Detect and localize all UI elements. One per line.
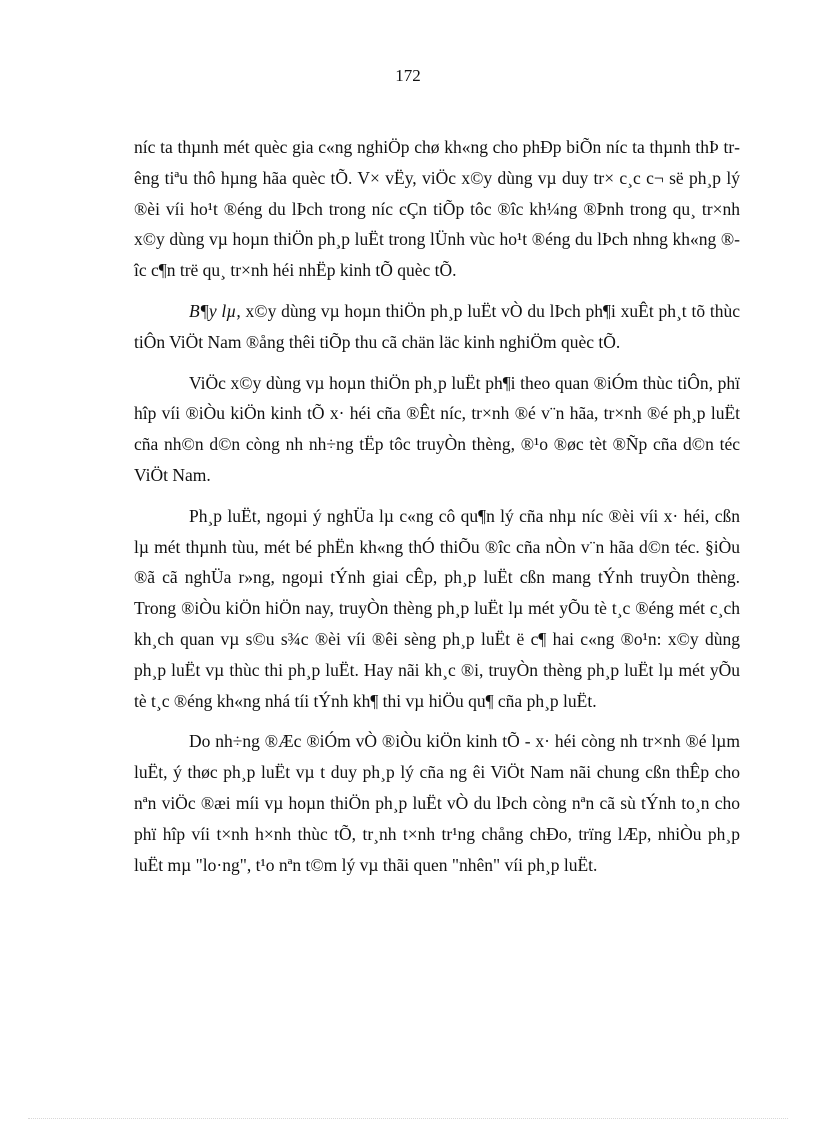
paragraph-2 <box>134 296 740 358</box>
paragraph-1 <box>134 132 740 286</box>
page-number: 172 <box>395 66 421 85</box>
paragraph-text: ViÖc x©y dùng vµ hoµn thiÖn ph¸p luËt ph¶i theo quan ®iÓm thùc tiÔn, phï hîp víi ®iÒu kiÖn kinh tÕ x· héi cña ®Êt níc, tr×nh ®é v¨n hãa, tr×nh ®é ph¸p luËt cña nh©n d©n còng nh nh÷ng tËp tôc truyÒn thèng, ®¹o ®øc tèt ®Ñp cña d©n téc ViÖt Nam. <box>134 372 740 485</box>
paragraph-5 <box>134 726 740 880</box>
body-text <box>134 132 740 890</box>
paragraph-text: níc ta thµnh mét quèc gia c«ng nghiÖp chø kh«ng cho phÐp biÕn níc ta thµnh thÞ trêng tiªu thô hµng hãa quèc tÕ. V× vËy, viÖc x©y dùng vµ duy tr× c¸c c¬ së ph¸p lý ®èi víi ho¹t ®éng du lÞch trong níc cÇn tiÕp tôc ®îc kh¼ng ®Þnh trong qu¸ tr×nh x©y dùng vµ hoµn thiÖn ph¸p luËt trong lÜnh vùc ho¹t ®éng du lÞch nhng kh«ng ®îc c¶n trë qu¸ tr×nh héi nhËp kinh tÕ quèc tÕ. <box>134 137 740 281</box>
paragraph-text: Ph¸p luËt, ngoµi ý nghÜa lµ c«ng cô qu¶n lý cña nhµ níc ®èi víi x· héi, cßn lµ mét thµnh tùu, mét bé phËn kh«ng thÓ thiÕu ®îc cña nÒn v¨n hãa d©n téc. §iÒu ®ã cã nghÜa r»ng, ngoµi tÝnh giai cÊp, ph¸p luËt cßn mang tÝnh truyÒn thèng. Trong ®iÒu kiÖn hiÖn nay, truyÒn thèng ph¸p luËt lµ mét yÕu tè t¸c ®éng mét c¸ch kh¸ch quan vµ s©u s¾c ®èi víi ®êi sèng ph¸p luËt ë c¶ hai c«ng ®o¹n: x©y dùng ph¸p luËt vµ thùc thi ph¸p luËt. Hay nãi kh¸c ®i, truyÒn thèng ph¸p luËt lµ mét yÕu tè t¸c ®éng kh«ng nhá tíi tÝnh kh¶ thi vµ hiÖu qu¶ cña ph¸p luËt. <box>134 505 740 711</box>
paragraph-3 <box>134 368 740 491</box>
paragraph-4 <box>134 501 740 717</box>
page-bottom-rule <box>28 1118 788 1119</box>
paragraph-lead-italic: B¶y lµ, <box>189 300 241 321</box>
paragraph-text: Do nh÷ng ®Æc ®iÓm vÒ ®iÒu kiÖn kinh tÕ - x· héi còng nh tr×nh ®é lµm luËt, ý thøc ph¸p luËt vµ t duy ph¸p lý cña ng êi ViÖt Nam nãi chung cßn thÊp cho nªn viÖc ®æi míi vµ hoµn thiÖn ph¸p luËt vÒ du lÞch còng nªn cã sù tÝnh to¸n cho phï hîp víi t×nh h×nh thùc tÕ, tr¸nh t×nh tr¹ng chång chÐo, trïng lÆp, nhiÒu ph¸p luËt mµ "lo·ng", t¹o nªn t©m lý vµ thãi quen "nhên" víi ph¸p luËt. <box>134 731 740 875</box>
paragraph-text: x©y dùng vµ hoµn thiÖn ph¸p luËt vÒ du lÞch ph¶i xuÊt ph¸t tõ thùc tiÔn ViÖt Nam ®ång thêi tiÕp thu cã chän läc kinh nghiÖm quèc tÕ. <box>134 300 740 352</box>
